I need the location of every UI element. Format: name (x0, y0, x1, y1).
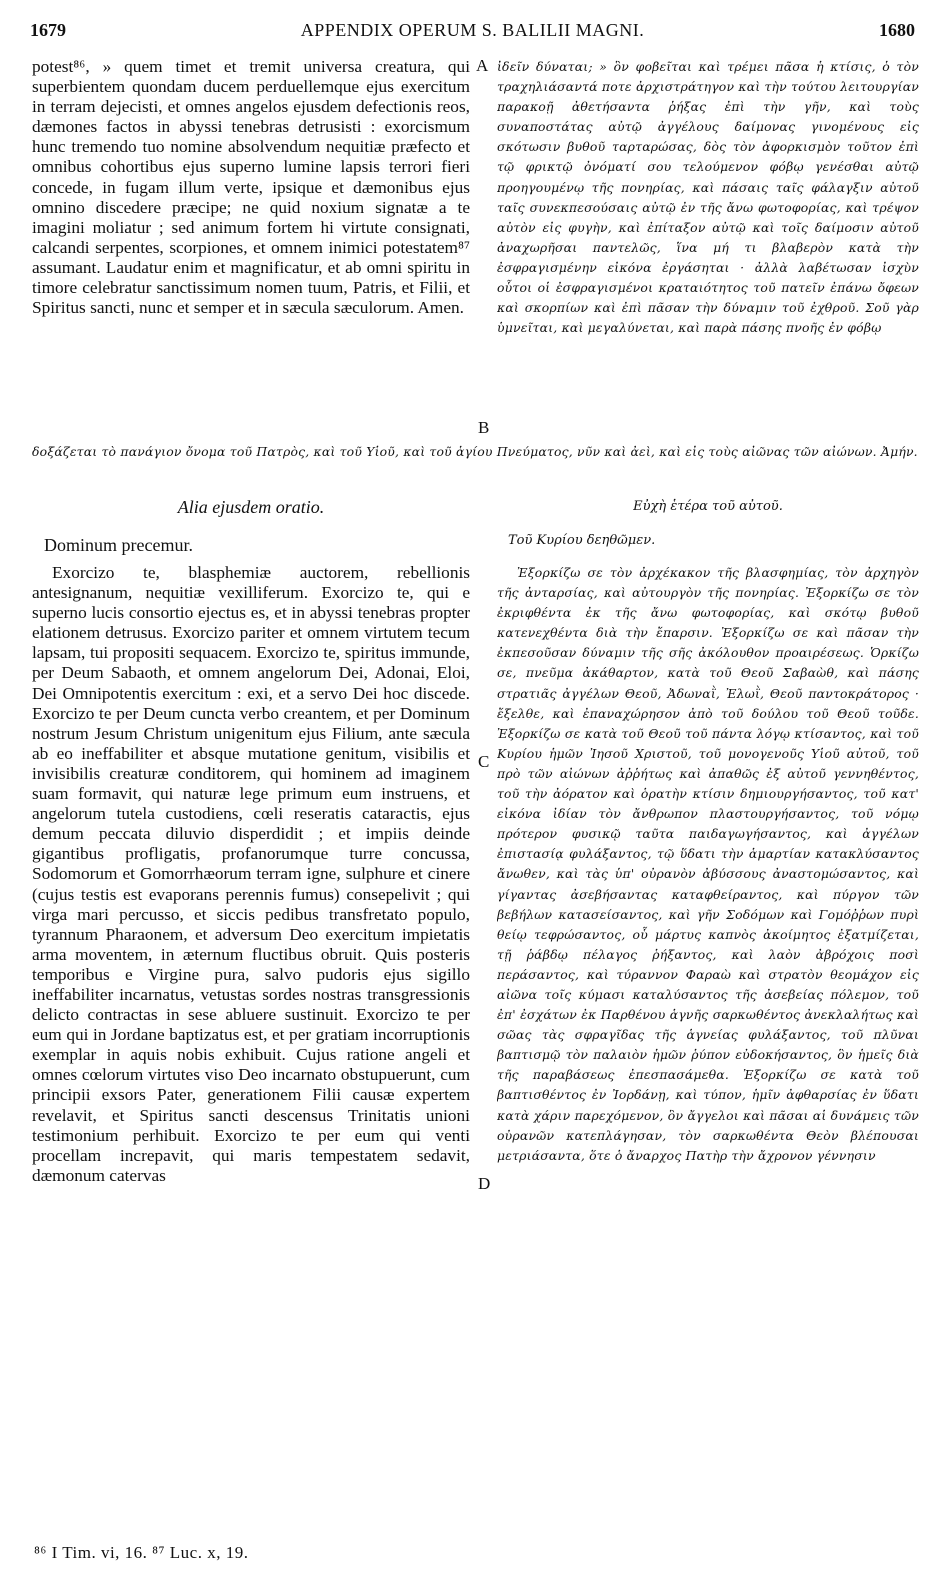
latin-exorcism-text: Exorcizo te, blasphemiæ auctorem, rebellionis antesignanum, nequitiæ vexilliferum. Exorcizo te, qui e superno lucis consortio ejectus es, et in abyssi tenebras propter elationem detrusus. Exorcizo pariter et omnem virtutem tecum lapsam, tui propositi sequacem. Exorcizo te, spiritus immunde, per Deum Sabaoth, et omnem angelorum Dei, Adonai, Eloi, Dei Omnipotentis exercitum : exi, et a servo Dei hoc discede. Exorcizo te per Deum cuncta verbo creantem, et per Dominum nostrum Jesum Christum unigenitum ejus Filium, ante sæcula ab eo ineffabiliter et absque mutatione genitum, visibilis et invisibilis creaturæ conditorem, qui hominem ad imaginem suam formavit, qui naturæ lege primum eum instruens, et angelorum tutela custodiens, cœli reseratis cataractis, ejus demum peccata diluvio disperdidit ; et impiis deinde gigantibus profligatis, profanorumque turre concussa, Sodomorum et Gomorrhæorum terram igne, sulphure et cinere (cujus testis est evaporans perennis fumus) consepelivit ; qui virga mari percusso, et siccis pedibus transfretato populo, tyrannum Pharaonem, et adversum Deo exercitum impietatis arma moventem, in æternum fluctibus obruit. Quis posteris temporibus e Virgine pura, salvo pudoris ejus sigillo ineffabiliter incarnatus, vetustas sordes nostras transgressionis delicto contractas in sese abluere sustinuit. Exorcizo te per eum qui in Jordane baptizatus est, et per gratiam incorruptionis exemplar in aquis nobis exhibuit. Cujus ratione angeli et omnes cœlorum virtutes viso Deo incarnato obstupuerunt, cum principii exsors Pater, generationem Filii causæ expertem revelavit, et Spiritus sancti descensus Trinitatis unioni testimonium perhibuit. Exorcizo te per eum qui venti procellam increpavit, qui maris tempestatem sedavit, dæmonum catervas (32, 563, 470, 1185)
latin-invocation: Dominum precemur. (44, 535, 193, 555)
greek-column-top (497, 57, 919, 439)
margin-letter-d: D (478, 1174, 491, 1193)
latin-column-top (32, 57, 470, 462)
page-number-left: 1679 (30, 20, 66, 40)
latin-oration-title: Alia ejusdem oratio. (177, 497, 325, 517)
greek-invocation: Τοῦ Κυρίου δεηθῶμεν. (508, 533, 656, 548)
latin-prayer-end: potest⁸⁶, » quem timet et tremit universa creatura, qui superbientem quondam ducem perduellemque ejus exercitum in terram dejecisti, et omnes angelos ejusdem defectionis reos, dæmones factos in abyssi tenebras detrusisti : exorcismum hunc tremendo tuo nomine absolvendum nequitiæ præfecto et omnibus cohortibus ejus superno lumine lapsis terrori fieri concede, in fugam illum verte, ipsique et dæmonibus ejus omnino discedere præcipe; ne quid noxium signatæ a te imagini moliatur ; sed animum fortem hi virtute consignati, calcandi serpentes, scorpiones, et omnem inimici potestatem⁸⁷ assumant. Laudatur enim et magnificatur, et ab omni spiritu in timore celebratur sanctissimum nomen tuum, Patris, et Filii, et Spiritus sancti, nunc et semper et in sæcula sæculorum. Amen. (32, 57, 470, 318)
greek-column-body (497, 563, 919, 1523)
margin-letter-b: B (478, 418, 490, 437)
running-title: APPENDIX OPERUM S. BALILII MAGNI. (300, 20, 645, 40)
margin-letter-a: A (476, 56, 489, 75)
page-header (30, 20, 915, 44)
greek-oration-title: Εὐχὴ ἑτέρα τοῦ αὐτοῦ. (633, 499, 783, 514)
latin-column-body (32, 563, 470, 1523)
greek-doxology: δοξάζεται τὸ πανάγιον ὄνομα τοῦ Πατρὸς, καὶ τοῦ Υἱοῦ, καὶ τοῦ ἁγίου Πνεύματος, νῦν καὶ ἀεὶ, καὶ εἰς τοὺς αἰῶνας τῶν αἰώνων. Ἀμήν. (32, 444, 918, 459)
footnotes: ⁸⁶ I Tim. vi, 16. ⁸⁷ Luc. x, 19. (34, 1543, 249, 1562)
greek-prayer-end: ἰδεῖν δύναται; » ὃν φοβεῖται καὶ τρέμει πᾶσα ἡ κτίσις, ὁ τὸν τραχηλιάσαντά ποτε ἀρχιστράτηγον καὶ τὴν τούτου λειτουργίαν παρακοῇ ἀθετήσαντα ῥήξας ἐπὶ τὴν γῆν, καὶ τοὺς συναποστάτας αὐτῷ ἀγγέλους δαίμονας γινομένους εἰς σκότωσιν βυθοῦ ταρταρώσας, δὸς τὸν ἀφορκισμὸν τοῦτον ἐπὶ τῷ φρικτῷ ὀνόματί σου τελούμενον φόβῳ γενέσθαι αὐτῷ προηγουμένῳ τῆς πονηρίας, καὶ πάσαις ταῖς φάλαγξιν αὐτοῦ ταῖς συνεκπεσούσαις αὐτῷ ἐν τῆς ἄνω φωτοφορίας, καὶ τρέψον αὐτὸν εἰς φυγὴν, καὶ ἐπίταξον αὐτῷ καὶ τοῖς δαίμοσιν αὐτοῦ ἀναχωρῆσαι παντελῶς, ἵνα μή τι βλαβερὸν κατὰ τὴν ἐσφραγισμένην εἰκόνα ἐργάσηται · ἀλλὰ λαβέτωσαν ἰσχὺν οὗτοι οἱ ἐσφραγισμένοι κραταιότητος τοῦ πατεῖν ἐπάνω ὄφεων καὶ σκορπίων καὶ ἐπὶ πᾶσαν τὴν δύναμιν τοῦ ἐχθροῦ. Σοῦ γὰρ ὑμνεῖται, καὶ μεγαλύνεται, καὶ παρὰ πάσης πνοῆς ἐν φόβῳ (497, 59, 919, 336)
margin-letter-c: C (478, 752, 490, 771)
page-number-right: 1680 (879, 20, 915, 40)
greek-exorcism-text: Ἐξορκίζω σε τὸν ἀρχέκακον τῆς βλασφημίας, τὸν ἀρχηγὸν τῆς ἀνταρσίας, καὶ αὐτουργὸν τῆς πονηρίας. Ἐξορκίζω σε τὸν ἐκριφθέντα ἐκ τῆς ἄνω φωτοφορίας, καὶ σκότῳ βυθοῦ κατενεχθέντα διὰ τὴν ἔπαρσιν. Ἐξορκίζω σε καὶ πᾶσαν τὴν ἐκπεσοῦσαν δύναμιν τῆς σῆς ἀκόλουθον προαιρέσεως. Ὁρκίζω σε, πνεῦμα ἀκάθαρτον, κατὰ τοῦ Θεοῦ Σαβαὼθ, καὶ πάσης στρατιᾶς ἀγγέλων Θεοῦ, Ἀδωναῒ, Ἐλωῒ, Θεοῦ παντοκράτορος · ἔξελθε, καὶ ἐπαναχώρησον ἀπὸ τοῦ δούλου τοῦ Θεοῦ τοῦδε. Ἐξορκίζω σε κατὰ τοῦ Θεοῦ τοῦ πάντα λόγῳ κτίσαντος, καὶ τοῦ Κυρίου ἡμῶν Ἰησοῦ Χριστοῦ, τοῦ μονογενοῦς Υἱοῦ αὐτοῦ, τοῦ πρὸ τῶν αἰώνων ἀῤῥήτως καὶ ἀπαθῶς ἐξ αὐτοῦ γεννηθέντος, τοῦ τὴν ἀόρατον καὶ ὁρατὴν κτίσιν δημιουργήσαντος, τοῦ κατ' εἰκόνα ἰδίαν τὸν ἄνθρωπον πλαστουργήσαντος, τοῦ νόμῳ πρότερον φυσικῷ ταῦτα παιδαγωγήσαντος, καὶ ἀγγέλων ἐπιστασίᾳ φυλάξαντος, τῷ ὕδατι τὴν ἁμαρτίαν κατακλύσαντος ἄνωθεν, καὶ τὰς ὑπ' οὐρανὸν ἀβύσσους ἀναστομώσαντος, καὶ γίγαντας ἀσεβήσαντας καταφθείραντος, καὶ πύργον τῶν βεβήλων κατασείσαντος, καὶ γῆν Σοδόμων καὶ Γομόῤῥων πυρὶ θείῳ τεφρώσαντος, οὗ μάρτυς καπνὸς ἀκοίμητος ἐξατμίζεται, τῇ ῥάβδῳ πέλαγος ῥήξαντος, καὶ λαὸν ἀβρόχοις ποσὶ περάσαντος, καὶ τύραννον Φαραὼ καὶ στρατὸν θεομάχον εἰς αἰῶνα τοῖς κύμασι καταλύσαντος τῆς ἀσεβείας πόλεμον, τοῦ ἐπ' ἐσχάτων ἐκ Παρθένου ἁγνῆς σαρκωθέντος ἀνεκλαλήτως καὶ σῶας τὰς σφραγῖδας τῆς ἁγνείας φυλάξαντος, τοῦ πλῦναι βαπτισμῷ τὸν παλαιὸν ἡμῶν ῥύπον εὐδοκήσαντος, ὃν ἡμεῖς διὰ τῆς παραβάσεως ἐπεσπασάμεθα. Ἐξορκίζω σε κατὰ τοῦ βαπτισθέντος ἐν Ἰορδάνῃ, καὶ τύπον, ἡμῖν ἀφθαρσίας ἐν ὕδατι κατὰ χάριν παρεχόμενον, ὃν ἄγγελοι καὶ πᾶσαι αἱ δυνάμεις τῶν οὐρανῶν κατεπλάγησαν, τὸν σαρκωθέντα Θεὸν βλέπουσαι μετριάσαντα, ὅτε ὁ ἄναρχος Πατὴρ τὴν ἄχρονον γέννησιν (497, 565, 919, 1163)
